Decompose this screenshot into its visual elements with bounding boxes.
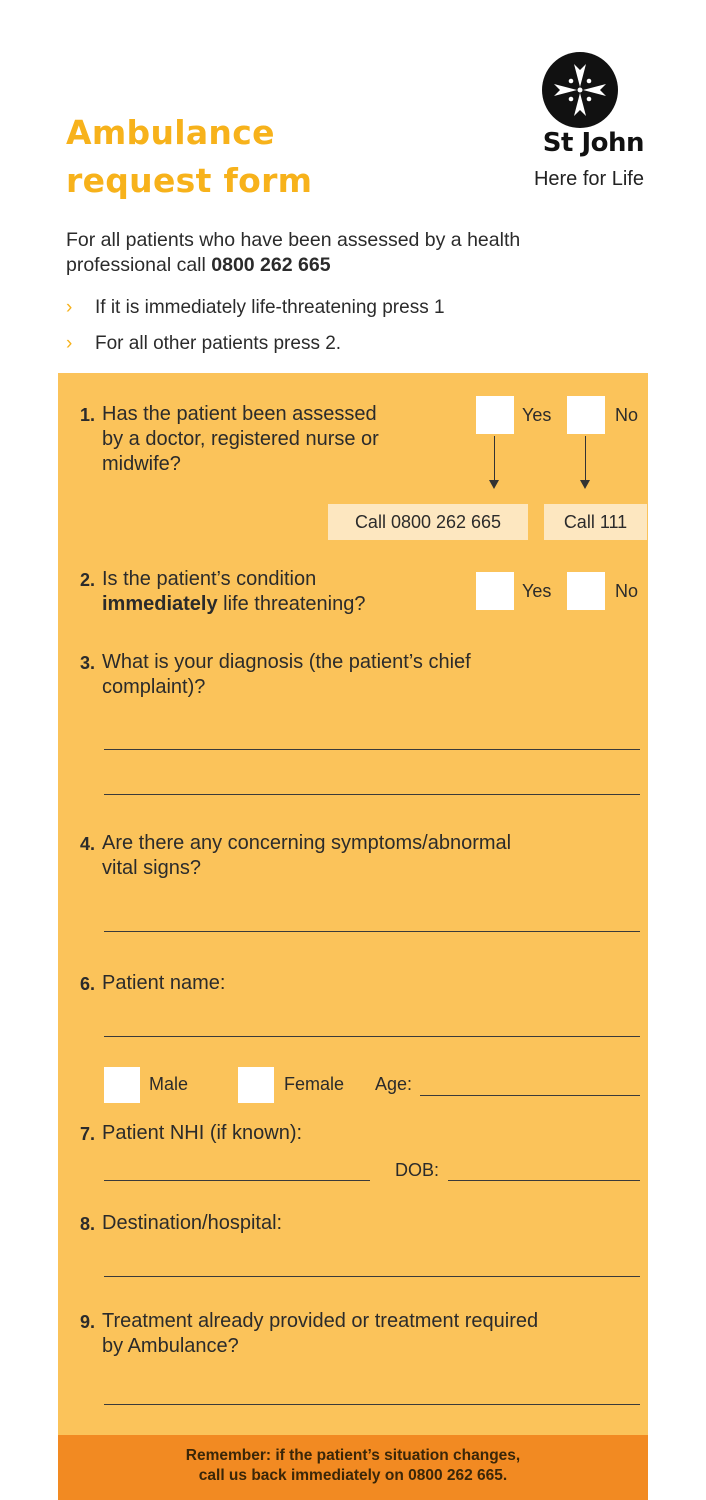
question-number: 2.	[80, 570, 96, 590]
chevron-right-icon: ›	[66, 297, 73, 318]
age-line[interactable]	[420, 1095, 640, 1096]
st-john-cross-logo-icon	[542, 52, 618, 128]
no-label: No	[615, 581, 639, 601]
question-2-text: Is the patient’s condition immediately life threatening?	[102, 568, 366, 615]
arrow-down-icon	[585, 436, 586, 481]
footer-reminder	[58, 1435, 648, 1500]
footer-line-1: Remember: if the patient’s situation changes,	[185, 1447, 521, 1464]
bullet-item: › If it is immediately life-threatening press 1	[66, 297, 445, 318]
dob-label: DOB:	[395, 1160, 440, 1180]
symptoms-line[interactable]	[104, 931, 640, 932]
no-checkbox[interactable]	[567, 396, 605, 434]
question-9-text: Treatment already provided or treatment required by Ambulance?	[102, 1310, 539, 1357]
arrow-head-icon	[489, 480, 499, 489]
question-number: 7.	[80, 1124, 96, 1144]
question-number: 4.	[80, 834, 96, 854]
call-ambulance-box: Call 0800 262 665	[328, 504, 528, 540]
no-label: No	[615, 405, 639, 425]
diagnosis-line-1[interactable]	[104, 749, 640, 750]
no-checkbox[interactable]	[567, 572, 605, 610]
question-number: 6.	[80, 974, 96, 994]
yes-label: Yes	[522, 405, 552, 425]
form-title-line2: request form	[66, 161, 313, 200]
question-4-text: Are there any concerning symptoms/abnormal vital signs?	[102, 832, 512, 879]
nhi-line[interactable]	[104, 1180, 370, 1181]
treatment-line[interactable]	[104, 1404, 640, 1405]
nhi-label: Patient NHI (if known):	[102, 1122, 303, 1144]
intro-phone: 0800 262 665	[211, 254, 331, 276]
yes-label: Yes	[522, 581, 552, 601]
female-label: Female	[284, 1074, 345, 1094]
patient-name-label: Patient name:	[102, 972, 226, 994]
form-title-line1: Ambulance	[66, 113, 275, 152]
bullet-item: › For all other patients press 2.	[66, 333, 342, 354]
arrow-down-icon	[494, 436, 495, 481]
question-number: 3.	[80, 653, 96, 673]
dob-line[interactable]	[448, 1180, 640, 1181]
chevron-right-icon: ›	[66, 333, 73, 354]
question-1-text: Has the patient been assessed by a doctor, registered nurse or midwife?	[102, 403, 379, 475]
call-111-box: Call 111	[544, 504, 647, 540]
question-number: 8.	[80, 1214, 96, 1234]
footer-line-2: call us back immediately on 0800 262 665.	[198, 1467, 508, 1484]
intro-text: For all patients who have been assessed by a health professional call 0800 262 665	[66, 229, 521, 276]
logo-name: St John	[542, 128, 644, 158]
question-number: 9.	[80, 1312, 96, 1332]
logo-tagline: Here for Life	[533, 168, 644, 190]
destination-label: Destination/hospital:	[102, 1212, 283, 1234]
age-label: Age:	[375, 1074, 413, 1094]
female-checkbox[interactable]	[238, 1067, 274, 1103]
male-checkbox[interactable]	[104, 1067, 140, 1103]
male-label: Male	[149, 1074, 189, 1094]
question-3-text: What is your diagnosis (the patient’s chief complaint)?	[102, 651, 471, 698]
question-number: 1.	[80, 405, 96, 425]
destination-line[interactable]	[104, 1276, 640, 1277]
diagnosis-line-2[interactable]	[104, 794, 640, 795]
arrow-head-icon	[580, 480, 590, 489]
yes-checkbox[interactable]	[476, 572, 514, 610]
patient-name-line[interactable]	[104, 1036, 640, 1037]
yes-checkbox[interactable]	[476, 396, 514, 434]
